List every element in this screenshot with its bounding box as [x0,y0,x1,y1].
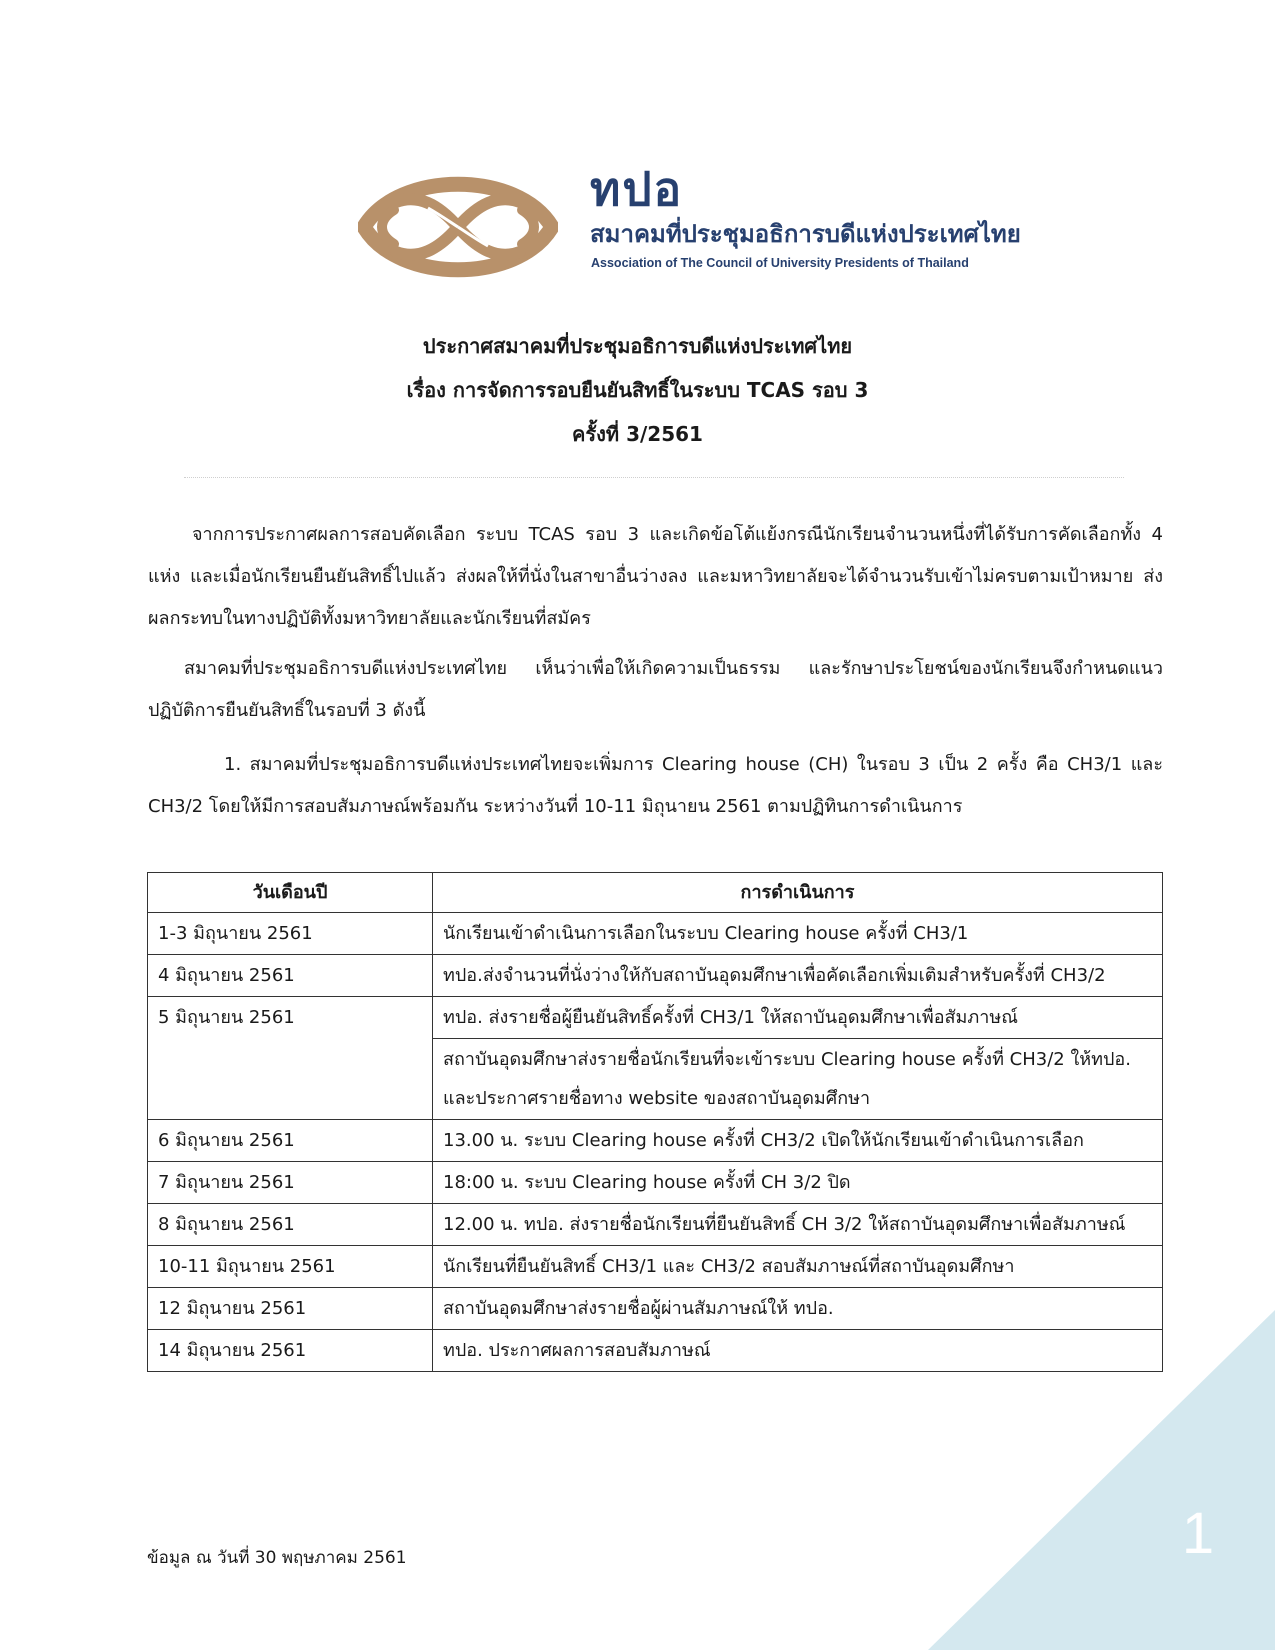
data-as-of-note: ข้อมูล ณ วันที่ 30 พฤษภาคม 2561 [147,1548,407,1568]
schedule-action: ทปอ.ส่งจำนวนที่นั่งว่างให้กับสถาบันอุดมศึกษาเพื่อคัดเลือกเพิ่มเติมสำหรับครั้งที่ CH3/2 [433,955,1163,997]
table-row [148,1204,1163,1246]
table-header-row [148,873,1163,913]
schedule-action: สถาบันอุดมศึกษาส่งรายชื่อนักเรียนที่จะเข้าระบบ Clearing house ครั้งที่ CH3/2 ให้ทปอ. และประกาศรายชื่อทาง website ของสถาบันอุดมศึกษา [433,1039,1163,1120]
header-action: การดำเนินการ [433,873,1163,913]
table-row [148,955,1163,997]
page-number: 1 [1181,1501,1215,1566]
announcement-title [140,324,1135,456]
schedule-date: 8 มิถุนายน 2561 [148,1204,433,1246]
association-logo [358,162,1021,298]
body-paragraph-3: 1. สมาคมที่ประชุมอธิการบดีแห่งประเทศไทยจะเพิ่มการ Clearing house (CH) ในรอบ 3 เป็น 2 ครั้ง คือ CH3/1 และ CH3/2 โดยให้มีการสอบสัมภาษณ์พร้อมกัน ระหว่างวันที่ 10-11 มิถุนายน 2561 ตามปฏิทินการดำเนินการ [148,754,1163,817]
title-line-2: เรื่อง การจัดการรอบยืนยันสิทธิ์ในระบบ TCAS รอบ 3 [406,378,869,402]
table-row [148,913,1163,955]
schedule-action: 12.00 น. ทปอ. ส่งรายชื่อนักเรียนที่ยืนยันสิทธิ์ CH 3/2 ให้สถาบันอุดมศึกษาเพื่อสัมภาษณ์ [433,1204,1163,1246]
divider [184,477,1124,478]
table-row [148,1162,1163,1204]
schedule-action: 18:00 น. ระบบ Clearing house ครั้งที่ CH 3/2 ปิด [433,1162,1163,1204]
body-paragraph-1: จากการประกาศผลการสอบคัดเลือก ระบบ TCAS รอบ 3 และเกิดข้อโต้แย้งกรณีนักเรียนจำนวนหนึ่งที่ได้รับการคัดเลือกทั้ง 4 แห่ง และเมื่อนักเรียนยืนยันสิทธิ์ไปแล้ว ส่งผลให้ที่นั่งในสาขาอื่นว่างลง และมหาวิทยาลัยจะได้จำนวนรับเข้าไม่ครบตามเป้าหมาย ส่งผลกระทบในทางปฏิบัติทั้งมหาวิทยาลัยและนักเรียนที่สมัคร [148,524,1163,629]
schedule-action: สถาบันอุดมศึกษาส่งรายชื่อผู้ผ่านสัมภาษณ์ให้ ทปอ. [433,1288,1163,1330]
title-line-3: ครั้งที่ 3/2561 [572,422,703,446]
body-paragraph-2: สมาคมที่ประชุมอธิการบดีแห่งประเทศไทย เห็นว่าเพื่อให้เกิดความเป็นธรรม และรักษาประโยชน์ของนักเรียนจึงกำหนดแนวปฏิบัติการยืนยันสิทธิ์ในรอบที่ 3 ดังนี้ [148,658,1163,721]
schedule-date: 12 มิถุนายน 2561 [148,1288,433,1330]
table-row [148,1288,1163,1330]
schedule-date: 7 มิถุนายน 2561 [148,1162,433,1204]
schedule-date: 10-11 มิถุนายน 2561 [148,1246,433,1288]
logo-name-thai: สมาคมที่ประชุมอธิการบดีแห่งประเทศไทย [590,220,1021,248]
logo-name-english: Association of The Council of University Presidents of Thailand [591,256,969,270]
table-row [148,1330,1163,1372]
table-row [148,1246,1163,1288]
title-line-1: ประกาศสมาคมที่ประชุมอธิการบดีแห่งประเทศไทย [422,334,853,358]
table-row [148,997,1163,1039]
schedule-action: นักเรียนที่ยืนยันสิทธิ์ CH3/1 และ CH3/2 สอบสัมภาษณ์ที่สถาบันอุดมศึกษา [433,1246,1163,1288]
schedule-table [147,872,1163,1372]
header-date: วันเดือนปี [148,873,433,913]
table-row [148,1120,1163,1162]
schedule-date: 1-3 มิถุนายน 2561 [148,913,433,955]
schedule-action: นักเรียนเข้าดำเนินการเลือกในระบบ Clearing house ครั้งที่ CH3/1 [433,913,1163,955]
schedule-date: 4 มิถุนายน 2561 [148,955,433,997]
schedule-action: 13.00 น. ระบบ Clearing house ครั้งที่ CH3/2 เปิดให้นักเรียนเข้าดำเนินการเลือก [433,1120,1163,1162]
knot-emblem-icon [358,162,558,292]
schedule-date: 5 มิถุนายน 2561 [148,997,433,1120]
schedule-date: 6 มิถุนายน 2561 [148,1120,433,1162]
schedule-date: 14 มิถุนายน 2561 [148,1330,433,1372]
schedule-action: ทปอ. ประกาศผลการสอบสัมภาษณ์ [433,1330,1163,1372]
schedule-action: ทปอ. ส่งรายชื่อผู้ยืนยันสิทธิ์ครั้งที่ CH3/1 ให้สถาบันอุดมศึกษาเพื่อสัมภาษณ์ [433,997,1163,1039]
logo-abbreviation: ทปอ [590,162,684,216]
